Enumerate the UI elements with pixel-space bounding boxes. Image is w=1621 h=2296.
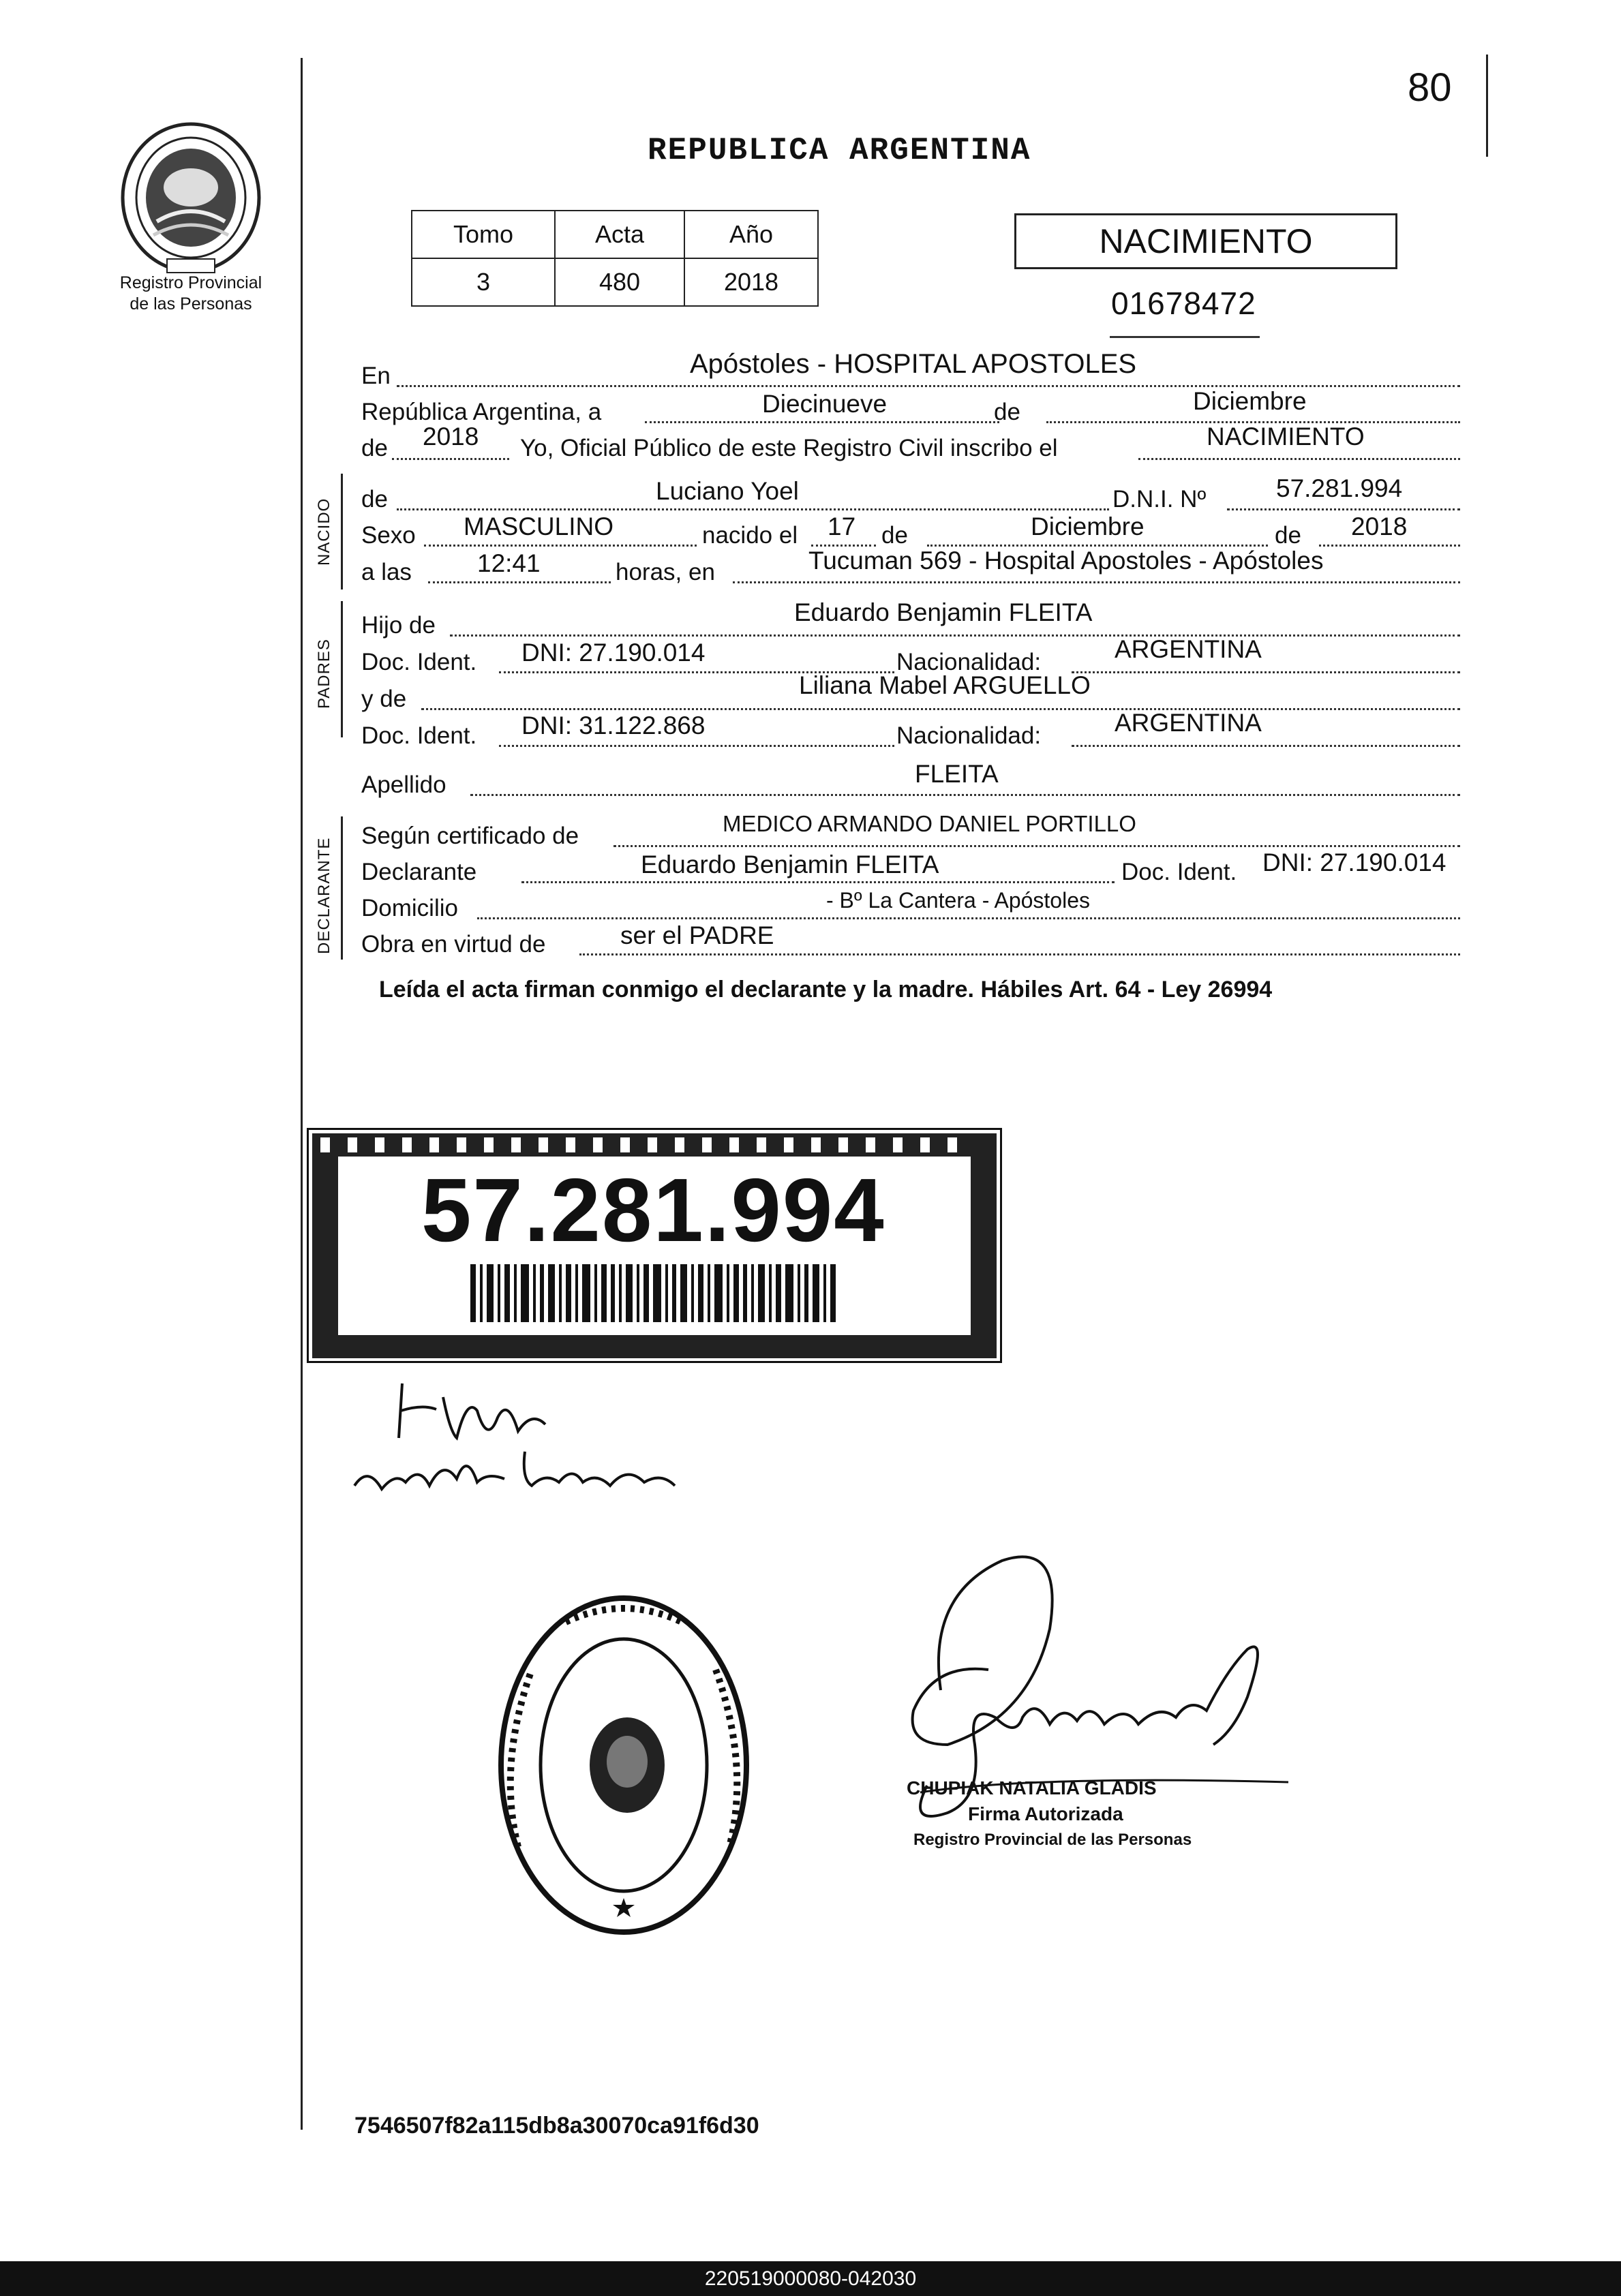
date-day: Diecinueve xyxy=(762,390,888,418)
dotted-line xyxy=(477,917,1460,919)
dotted-line xyxy=(1227,508,1460,510)
dotted-line xyxy=(397,508,1109,510)
acta-header-acta: Acta xyxy=(555,211,684,258)
left-margin-line xyxy=(301,58,303,2130)
dotted-line xyxy=(1319,545,1460,547)
acta-value-acta: 480 xyxy=(555,258,684,306)
page-number: 80 xyxy=(1408,65,1452,110)
dotted-line xyxy=(428,581,611,583)
declarante-side-label: DECLARANTE xyxy=(315,837,333,954)
hora-value: 12:41 xyxy=(477,549,541,577)
nacido-anio: 2018 xyxy=(1351,512,1408,540)
dni-card-number: 57.281.994 xyxy=(421,1160,885,1260)
year-de-label: de xyxy=(361,435,388,461)
dotted-line xyxy=(1072,671,1460,673)
acta-value-anio: 2018 xyxy=(684,258,818,306)
declarante-name: Eduardo Benjamin FLEITA xyxy=(641,851,939,878)
domicilio-label: Domicilio xyxy=(361,895,458,921)
sexo-value: MASCULINO xyxy=(464,512,613,540)
nacido-side-label: NACIDO xyxy=(315,498,333,566)
madre-nacionalidad: ARGENTINA xyxy=(1115,709,1262,737)
footer-code-bar: 220519000080-042030 xyxy=(0,2261,1621,2296)
date-month: Diciembre xyxy=(1193,387,1307,415)
madre-nac-label: Nacionalidad: xyxy=(896,722,1042,749)
year-text: Yo, Oficial Público de este Registro Civil inscribo el xyxy=(520,435,1058,461)
madre-doc: DNI: 31.122.868 xyxy=(521,711,706,739)
apellido-value: FLEITA xyxy=(915,760,999,788)
dotted-line xyxy=(424,545,697,547)
dotted-line xyxy=(392,458,509,460)
nacido-dni: 57.281.994 xyxy=(1276,474,1403,502)
nacido-bracket xyxy=(341,474,343,590)
dotted-line xyxy=(1138,458,1460,460)
padre-doc-label: Doc. Ident. xyxy=(361,649,477,675)
declarante-doc-label: Doc. Ident. xyxy=(1121,859,1237,885)
nacido-name: Luciano Yoel xyxy=(656,477,799,505)
declarante-bracket xyxy=(341,816,343,960)
obra-label: Obra en virtud de xyxy=(361,931,546,958)
hora-label: a las xyxy=(361,559,412,585)
declarante-label: Declarante xyxy=(361,859,477,885)
parents-signatures xyxy=(341,1370,723,1520)
padres-bracket xyxy=(341,601,343,737)
nacido-mes: Diciembre xyxy=(1031,512,1145,540)
registro-seal xyxy=(491,1588,757,1942)
authorized-signature-block xyxy=(907,1775,1192,1853)
acta-header-anio: Año xyxy=(684,211,818,258)
nacido-de2-label: de xyxy=(1275,522,1301,549)
dotted-line xyxy=(521,881,1115,883)
dotted-line xyxy=(645,421,999,423)
acta-header-tomo: Tomo xyxy=(412,211,555,258)
domicilio-value: - Bº La Cantera - Apóstoles xyxy=(826,888,1090,913)
logo-caption-line1: Registro Provincial xyxy=(119,273,262,292)
nacido-lugar: Tucuman 569 - Hospital Apostoles - Apóstoles xyxy=(808,547,1324,575)
madre-label: y de xyxy=(361,686,407,712)
cert-value: MEDICO ARMANDO DANIEL PORTILLO xyxy=(723,811,1136,836)
provincia-misiones-logo xyxy=(116,119,266,283)
logo-caption xyxy=(89,273,293,315)
place-label: En xyxy=(361,363,391,389)
logo-caption-line2: de las Personas xyxy=(130,294,252,313)
country-title: REPUBLICA ARGENTINA xyxy=(648,133,1031,168)
madre-doc-label: Doc. Ident. xyxy=(361,722,477,749)
nacido-name-label: de xyxy=(361,486,388,512)
date-de-label: de xyxy=(994,399,1020,425)
date-label: República Argentina, a xyxy=(361,399,602,425)
apellido-label: Apellido xyxy=(361,771,446,798)
firma-name: CHUPIAK NATALIA GLADIS xyxy=(907,1777,1157,1798)
acta-value-tomo: 3 xyxy=(412,258,555,306)
firma-org: Registro Provincial de las Personas xyxy=(913,1831,1192,1849)
hijo-label: Hijo de xyxy=(361,612,436,639)
madre-name: Liliana Mabel ARGUELLO xyxy=(799,671,1091,699)
firma-title: Firma Autorizada xyxy=(968,1803,1123,1824)
nacido-dia: 17 xyxy=(828,512,856,540)
padre-nac-label: Nacionalidad: xyxy=(896,649,1042,675)
serial-number: 01678472 xyxy=(1111,286,1256,321)
document-hash: 7546507f82a115db8a30070ca91f6d30 xyxy=(354,2113,759,2139)
declarante-doc: DNI: 27.190.014 xyxy=(1262,848,1446,876)
cert-label: Según certificado de xyxy=(361,823,579,849)
right-margin-line xyxy=(1486,55,1488,157)
padres-side-label: PADRES xyxy=(315,639,333,709)
legal-text: Leída el acta firman conmigo el declarante y la madre. Hábiles Art. 64 - Ley 26994 xyxy=(379,977,1273,1002)
dotted-line xyxy=(470,794,1460,796)
record-type-box: NACIMIENTO xyxy=(1014,213,1397,269)
horas-label: horas, en xyxy=(616,559,715,585)
padre-doc: DNI: 27.190.014 xyxy=(521,639,706,667)
dotted-line xyxy=(1072,745,1460,747)
sexo-label: Sexo xyxy=(361,522,416,549)
dotted-line xyxy=(499,745,894,747)
dotted-line xyxy=(421,708,1460,710)
dotted-line xyxy=(613,845,1460,847)
dotted-line xyxy=(450,634,1460,637)
obra-value: ser el PADRE xyxy=(620,921,774,949)
year-record-value: NACIMIENTO xyxy=(1207,423,1365,450)
acta-table xyxy=(411,210,819,307)
place-value: Apóstoles - HOSPITAL APOSTOLES xyxy=(690,349,1137,379)
year-value: 2018 xyxy=(423,423,479,450)
nacido-de1-label: de xyxy=(881,522,908,549)
padre-nacionalidad: ARGENTINA xyxy=(1115,635,1262,663)
nacido-dni-label: D.N.I. Nº xyxy=(1112,486,1207,512)
padre-name: Eduardo Benjamin FLEITA xyxy=(794,598,1093,626)
serial-underline xyxy=(1110,336,1260,338)
dotted-line xyxy=(579,953,1460,955)
nacido-el-label: nacido el xyxy=(702,522,798,549)
dotted-line xyxy=(733,581,1460,583)
